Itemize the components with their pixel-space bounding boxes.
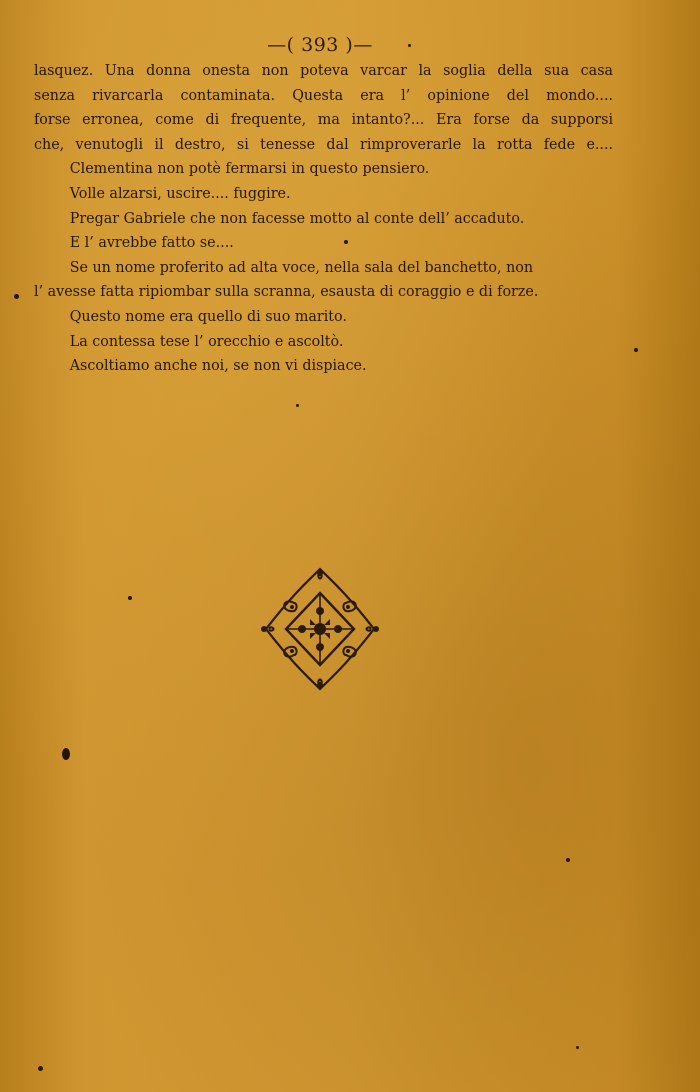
ink-speck bbox=[576, 1046, 579, 1049]
text-line: La contessa tese l’ orecchio e ascoltò. bbox=[69, 331, 344, 350]
text-line: Pregar Gabriele che non facesse motto al conte dell’ accaduto. bbox=[69, 208, 525, 227]
page-number: —( 393 )— bbox=[267, 34, 373, 56]
text-line: lasquez. Una donna onesta non poteva varcar la soglia della sua casa bbox=[34, 61, 614, 79]
text-line: Questo nome era quello di suo marito. bbox=[69, 306, 347, 325]
text-line: che, venutogli il destro, si tenesse dal rimproverarle la rotta fede e.... bbox=[34, 134, 614, 153]
ink-speck bbox=[38, 1066, 43, 1071]
ink-speck bbox=[634, 348, 638, 352]
ink-speck bbox=[408, 44, 411, 47]
ink-speck bbox=[128, 596, 132, 600]
ink-speck bbox=[566, 858, 570, 862]
fleuron-ornament-icon bbox=[254, 563, 386, 695]
text-line: E l’ avrebbe fatto se.... bbox=[69, 233, 234, 252]
text-line: Clementina non potè fermarsi in questo pensiero. bbox=[69, 159, 430, 178]
ink-speck bbox=[14, 294, 19, 299]
ink-speck bbox=[62, 748, 70, 760]
text-line: forse erronea, come di frequente, ma intanto?... Era forse da supporsi bbox=[34, 110, 614, 129]
text-line: Volle alzarsi, uscire.... fuggire. bbox=[69, 183, 291, 202]
body-text bbox=[34, 58, 614, 378]
text-line: senza rivarcarla contaminata. Questa era l’ opinione del mondo.... bbox=[34, 85, 614, 104]
text-line: Ascoltiamo anche noi, se non vi dispiace. bbox=[69, 356, 367, 375]
text-line: l’ avesse fatta ripiombar sulla scranna, esausta di coraggio e di forze. bbox=[34, 282, 539, 301]
text-line: Se un nome proferito ad alta voce, nella sala del banchetto, non bbox=[69, 257, 534, 276]
ink-speck bbox=[296, 404, 299, 407]
ink-speck bbox=[344, 240, 348, 244]
